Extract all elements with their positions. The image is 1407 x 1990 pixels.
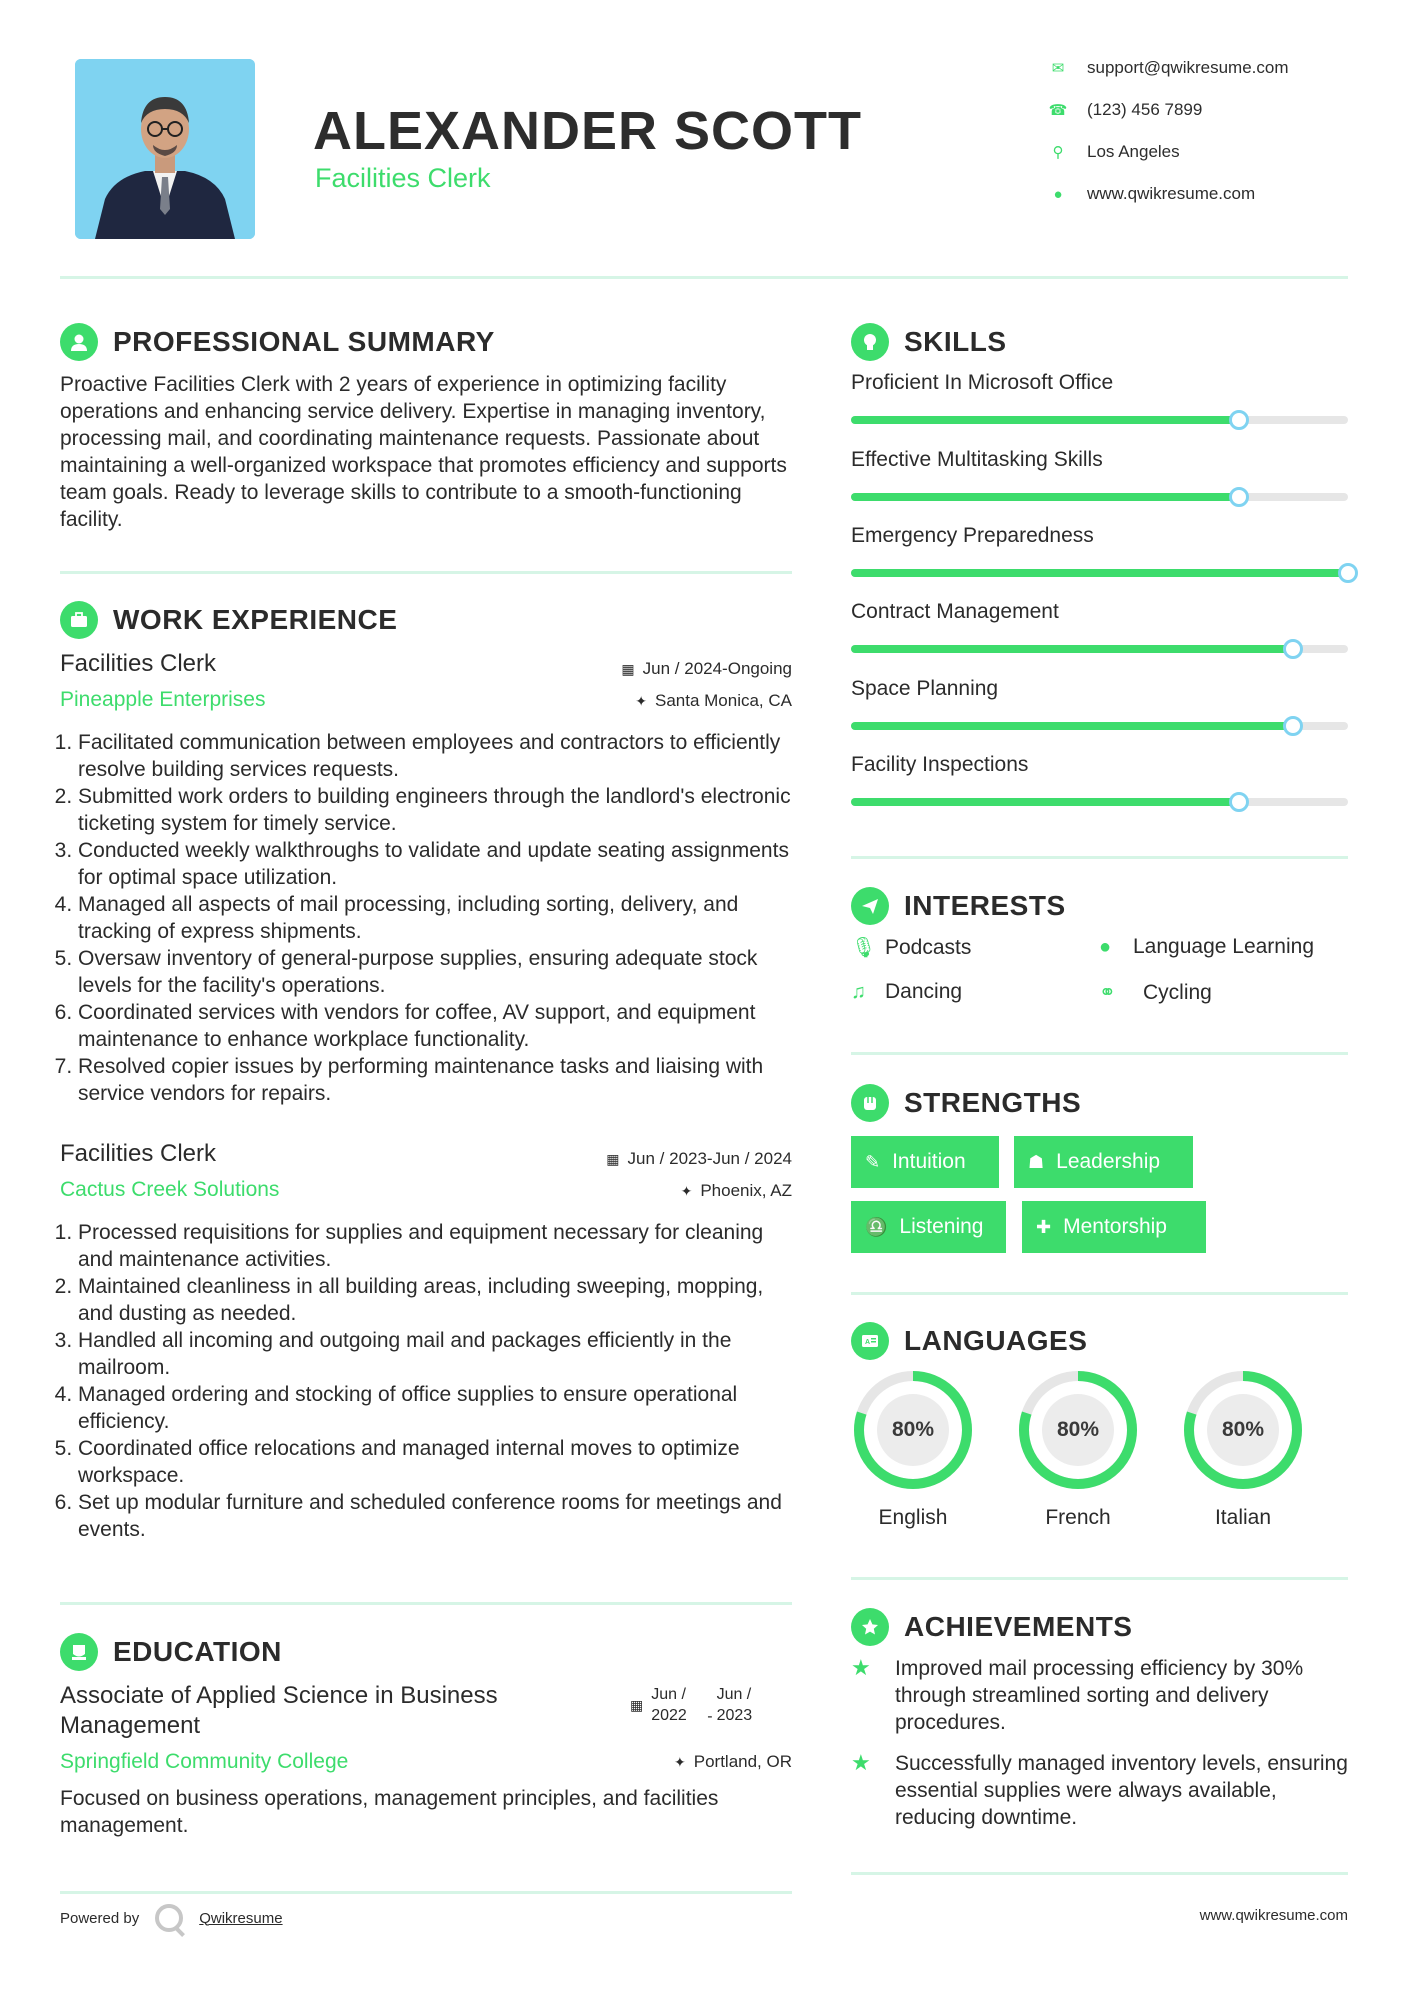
interests-title: INTERESTS [904, 890, 1066, 921]
contact-website-text: www.qwikresume.com [1087, 184, 1256, 203]
job-1-date [552, 659, 792, 679]
list-item: 4. Managed ordering and stocking of office supplies to ensure operational efficiency. [78, 1381, 800, 1435]
skill-bar-knob [1283, 716, 1303, 736]
footer-powered-by [60, 1904, 283, 1932]
pin-icon: ✦ [680, 1183, 693, 1199]
experience-divider [60, 1602, 792, 1605]
phone-icon: ☎ [1048, 102, 1068, 119]
skill-bar-fill [851, 416, 1239, 424]
globe-icon: ● [1099, 935, 1112, 958]
achievements-heading [851, 1608, 1132, 1646]
language-item [1178, 1368, 1308, 1530]
strength-chip [1014, 1136, 1193, 1188]
strength-label: Leadership [1056, 1150, 1161, 1173]
powered-by-text: Powered by [60, 1909, 140, 1927]
user-icon [60, 323, 98, 361]
skill-bar [851, 645, 1348, 653]
briefcase-icon [60, 601, 98, 639]
skills-divider [851, 856, 1348, 859]
contact-email[interactable] [1045, 58, 1365, 78]
interest-label: Podcasts [885, 935, 972, 959]
skill-bar [851, 798, 1348, 806]
summary-divider [60, 571, 792, 574]
achievements-divider [851, 1872, 1348, 1875]
list-item: 5. Oversaw inventory of general-purpose supplies, ensuring adequate stock levels for the facility's operations. [78, 945, 800, 999]
strength-chip [1022, 1201, 1206, 1253]
profile-portrait-image [75, 59, 255, 239]
skill-bar [851, 416, 1348, 424]
contact-email-text: support@qwikresume.com [1087, 58, 1289, 77]
strength-label: Intuition [892, 1150, 966, 1173]
language-percent: 80% [891, 1418, 935, 1441]
location-pin-icon: ⚲ [1052, 144, 1064, 161]
interests-heading [851, 887, 1066, 925]
job-1-location [552, 691, 792, 711]
skill-bar-knob [1229, 410, 1249, 430]
job-2-company: Cactus Creek Solutions [60, 1178, 280, 1201]
achievement-text: Improved mail processing efficiency by 30% through streamlined sorting and delivery procedures. [895, 1657, 1304, 1734]
job-1-date-text: Jun / 2024-Ongoing [642, 659, 792, 678]
language-item [848, 1368, 978, 1530]
calendar-icon: ▦ [621, 661, 635, 677]
skill-label: Effective Multitasking Skills [851, 448, 1103, 471]
achievement-item [851, 1655, 1351, 1736]
job-2-date [552, 1149, 792, 1169]
job-2-location-text: Phoenix, AZ [700, 1181, 792, 1200]
skill-bar [851, 722, 1348, 730]
calendar-icon: ▦ [630, 1696, 644, 1713]
candidate-title: Facilities Clerk [315, 163, 491, 193]
skill-bar-fill [851, 493, 1239, 501]
skill-bar-knob [1229, 487, 1249, 507]
education-degree: Associate of Applied Science in Business Management [60, 1682, 498, 1739]
skill-label: Contract Management [851, 600, 1059, 623]
list-item: 2. Maintained cleanliness in all building areas, including sweeping, mopping, and dusting as needed. [78, 1273, 800, 1327]
microphone-icon: 🎙 [851, 937, 877, 959]
pin-icon: ✦ [674, 1754, 686, 1770]
star-badge-icon [851, 1608, 889, 1646]
interest-item [1099, 935, 1314, 959]
education-description: Focused on business operations, management principles, and facilities management. [60, 1787, 719, 1837]
strength-chip [851, 1201, 1006, 1253]
job-1-company: Pineapple Enterprises [60, 688, 266, 711]
interest-item [851, 935, 971, 960]
experience-title: WORK EXPERIENCE [113, 604, 398, 635]
list-item: 6. Set up modular furniture and scheduled conference rooms for meetings and events. [78, 1489, 800, 1543]
achievements-title: ACHIEVEMENTS [904, 1611, 1133, 1642]
footer-website[interactable]: www.qwikresume.com [1199, 1907, 1348, 1924]
paper-plane-icon [851, 887, 889, 925]
skill-label: Space Planning [851, 677, 999, 700]
envelope-icon: ✉ [1051, 60, 1065, 77]
language-name: Italian [1214, 1506, 1272, 1529]
skills-heading [851, 323, 1007, 361]
interest-label: Language Learning [1133, 935, 1315, 958]
skill-bar-knob [1229, 792, 1249, 812]
music-note-icon: ♫ [851, 980, 866, 1003]
contact-location-text: Los Angeles [1087, 142, 1180, 161]
list-item: 1. Processed requisitions for supplies and equipment necessary for cleaning and maintenance activities. [78, 1219, 800, 1273]
calendar-icon: ▦ [606, 1151, 620, 1167]
strengths-divider [851, 1292, 1348, 1295]
skills-title: SKILLS [904, 326, 1007, 357]
job-1-location-text: Santa Monica, CA [654, 691, 792, 710]
qwikresume-logo-icon [155, 1904, 183, 1932]
achievement-item [851, 1750, 1351, 1831]
globe-icon: ● [1053, 185, 1063, 203]
strength-label: Mentorship [1063, 1215, 1167, 1238]
profile-photo [75, 59, 255, 239]
summary-title: PROFESSIONAL SUMMARY [113, 326, 495, 357]
language-name: French [1045, 1506, 1111, 1529]
skill-bar-knob [1338, 563, 1358, 583]
skill-bar [851, 569, 1348, 577]
strength-label: Listening [899, 1215, 984, 1238]
languages-title: LANGUAGES [904, 1325, 1088, 1356]
job-2-bullets [60, 1219, 800, 1543]
list-item: 4. Managed all aspects of mail processing, including sorting, delivery, and tracking of express shipments. [78, 891, 800, 945]
education-divider [60, 1891, 792, 1894]
education-location-text: Portland, OR [693, 1752, 792, 1771]
education-title: EDUCATION [113, 1636, 282, 1667]
candidate-name: ALEXANDER SCOTT [313, 101, 863, 161]
interest-item [851, 980, 962, 1004]
summary-heading [60, 323, 495, 361]
skill-bar-fill [851, 645, 1293, 653]
header-divider [60, 276, 1348, 279]
job-2-date-text: Jun / 2023-Jun / 2024 [627, 1149, 792, 1168]
job-1-role: Facilities Clerk [60, 650, 217, 677]
skill-bar-fill [851, 569, 1348, 577]
magic-wand-icon: ✎ [865, 1151, 881, 1172]
language-card-icon [851, 1322, 889, 1360]
svg-text:A: A [865, 1339, 871, 1346]
education-location [552, 1752, 792, 1772]
achievement-text: Successfully managed inventory levels, ensuring essential supplies were always available, reducing downtime. [895, 1752, 1348, 1829]
skill-bar [851, 493, 1348, 501]
education-date-sep: - [707, 1708, 713, 1725]
education-date [630, 1684, 761, 1726]
languages-heading [851, 1322, 1087, 1360]
education-heading [60, 1633, 282, 1671]
graduation-icon [60, 1633, 98, 1671]
language-item [1013, 1368, 1143, 1530]
language-percent: 80% [1221, 1418, 1265, 1441]
strengths-heading [851, 1084, 1081, 1122]
star-icon: ★ [851, 1750, 871, 1775]
list-item: 7. Resolved copier issues by performing maintenance tasks and liaising with service vendors for repairs. [78, 1053, 800, 1107]
skill-bar-fill [851, 798, 1239, 806]
contact-phone[interactable] [1045, 100, 1365, 120]
list-item: 1. Facilitated communication between employees and contractors to efficiently resolve building services requests. [78, 729, 800, 783]
contact-phone-text: (123) 456 7899 [1087, 100, 1203, 119]
experience-heading [60, 601, 397, 639]
contact-location [1045, 142, 1365, 162]
lightbulb-icon [851, 323, 889, 361]
language-percent: 80% [1056, 1418, 1100, 1441]
education-date-start: Jun / 2022 [651, 1686, 687, 1724]
skill-label: Emergency Preparedness [851, 524, 1094, 547]
list-item: 6. Coordinated services with vendors for coffee, AV support, and equipment maintenance to enhance workplace functionality. [78, 999, 800, 1053]
list-item: 2. Submitted work orders to building engineers through the landlord's electronic ticketing system for timely service. [78, 783, 800, 837]
skill-bar-knob [1283, 639, 1303, 659]
user-plus-icon: ✚ [1036, 1216, 1052, 1237]
job-1-bullets [60, 729, 800, 1107]
education-school: Springfield Community College [60, 1750, 349, 1773]
qwikresume-link[interactable]: Qwikresume [199, 1909, 283, 1927]
job-2-role: Facilities Clerk [60, 1140, 217, 1167]
list-item: 3. Conducted weekly walkthroughs to validate and update seating assignments for optimal space utilization. [78, 837, 800, 891]
job-2-location [552, 1181, 792, 1201]
education-date-end: Jun / 2023 [716, 1686, 753, 1724]
interest-label: Dancing [885, 980, 963, 1003]
interest-label: Cycling [1143, 980, 1212, 1004]
strength-chip [851, 1136, 999, 1188]
bicycle-icon: ⚭ [1099, 982, 1116, 1004]
pin-icon: ✦ [635, 693, 647, 709]
star-icon: ★ [851, 1655, 871, 1680]
skill-label: Facility Inspections [851, 753, 1029, 776]
skill-bar-fill [851, 722, 1293, 730]
list-item: 5. Coordinated office relocations and managed internal moves to optimize workspace. [78, 1435, 800, 1489]
interests-divider [851, 1052, 1348, 1055]
interest-item [1099, 980, 1212, 1005]
language-name: English [878, 1506, 948, 1529]
users-icon: ☗ [1028, 1151, 1045, 1172]
contact-website[interactable] [1045, 184, 1365, 204]
list-item: 3. Handled all incoming and outgoing mail and packages efficiently in the mailroom. [78, 1327, 800, 1381]
summary-text: Proactive Facilities Clerk with 2 years of experience in optimizing facility operations and enhancing service delivery. Expertise in managing inventory, processing mail, and coordinating maintenance requests. Passionate about maintaining a well-organized workspace that promotes efficiency and supports team goals. Ready to leverage skills to contribute to a smooth-functioning facility. [60, 373, 787, 531]
skill-label: Proficient In Microsoft Office [851, 371, 1114, 394]
languages-divider [851, 1577, 1348, 1580]
headphones-icon: ♎ [865, 1216, 888, 1237]
strengths-title: STRENGTHS [904, 1087, 1082, 1118]
fist-icon [851, 1084, 889, 1122]
